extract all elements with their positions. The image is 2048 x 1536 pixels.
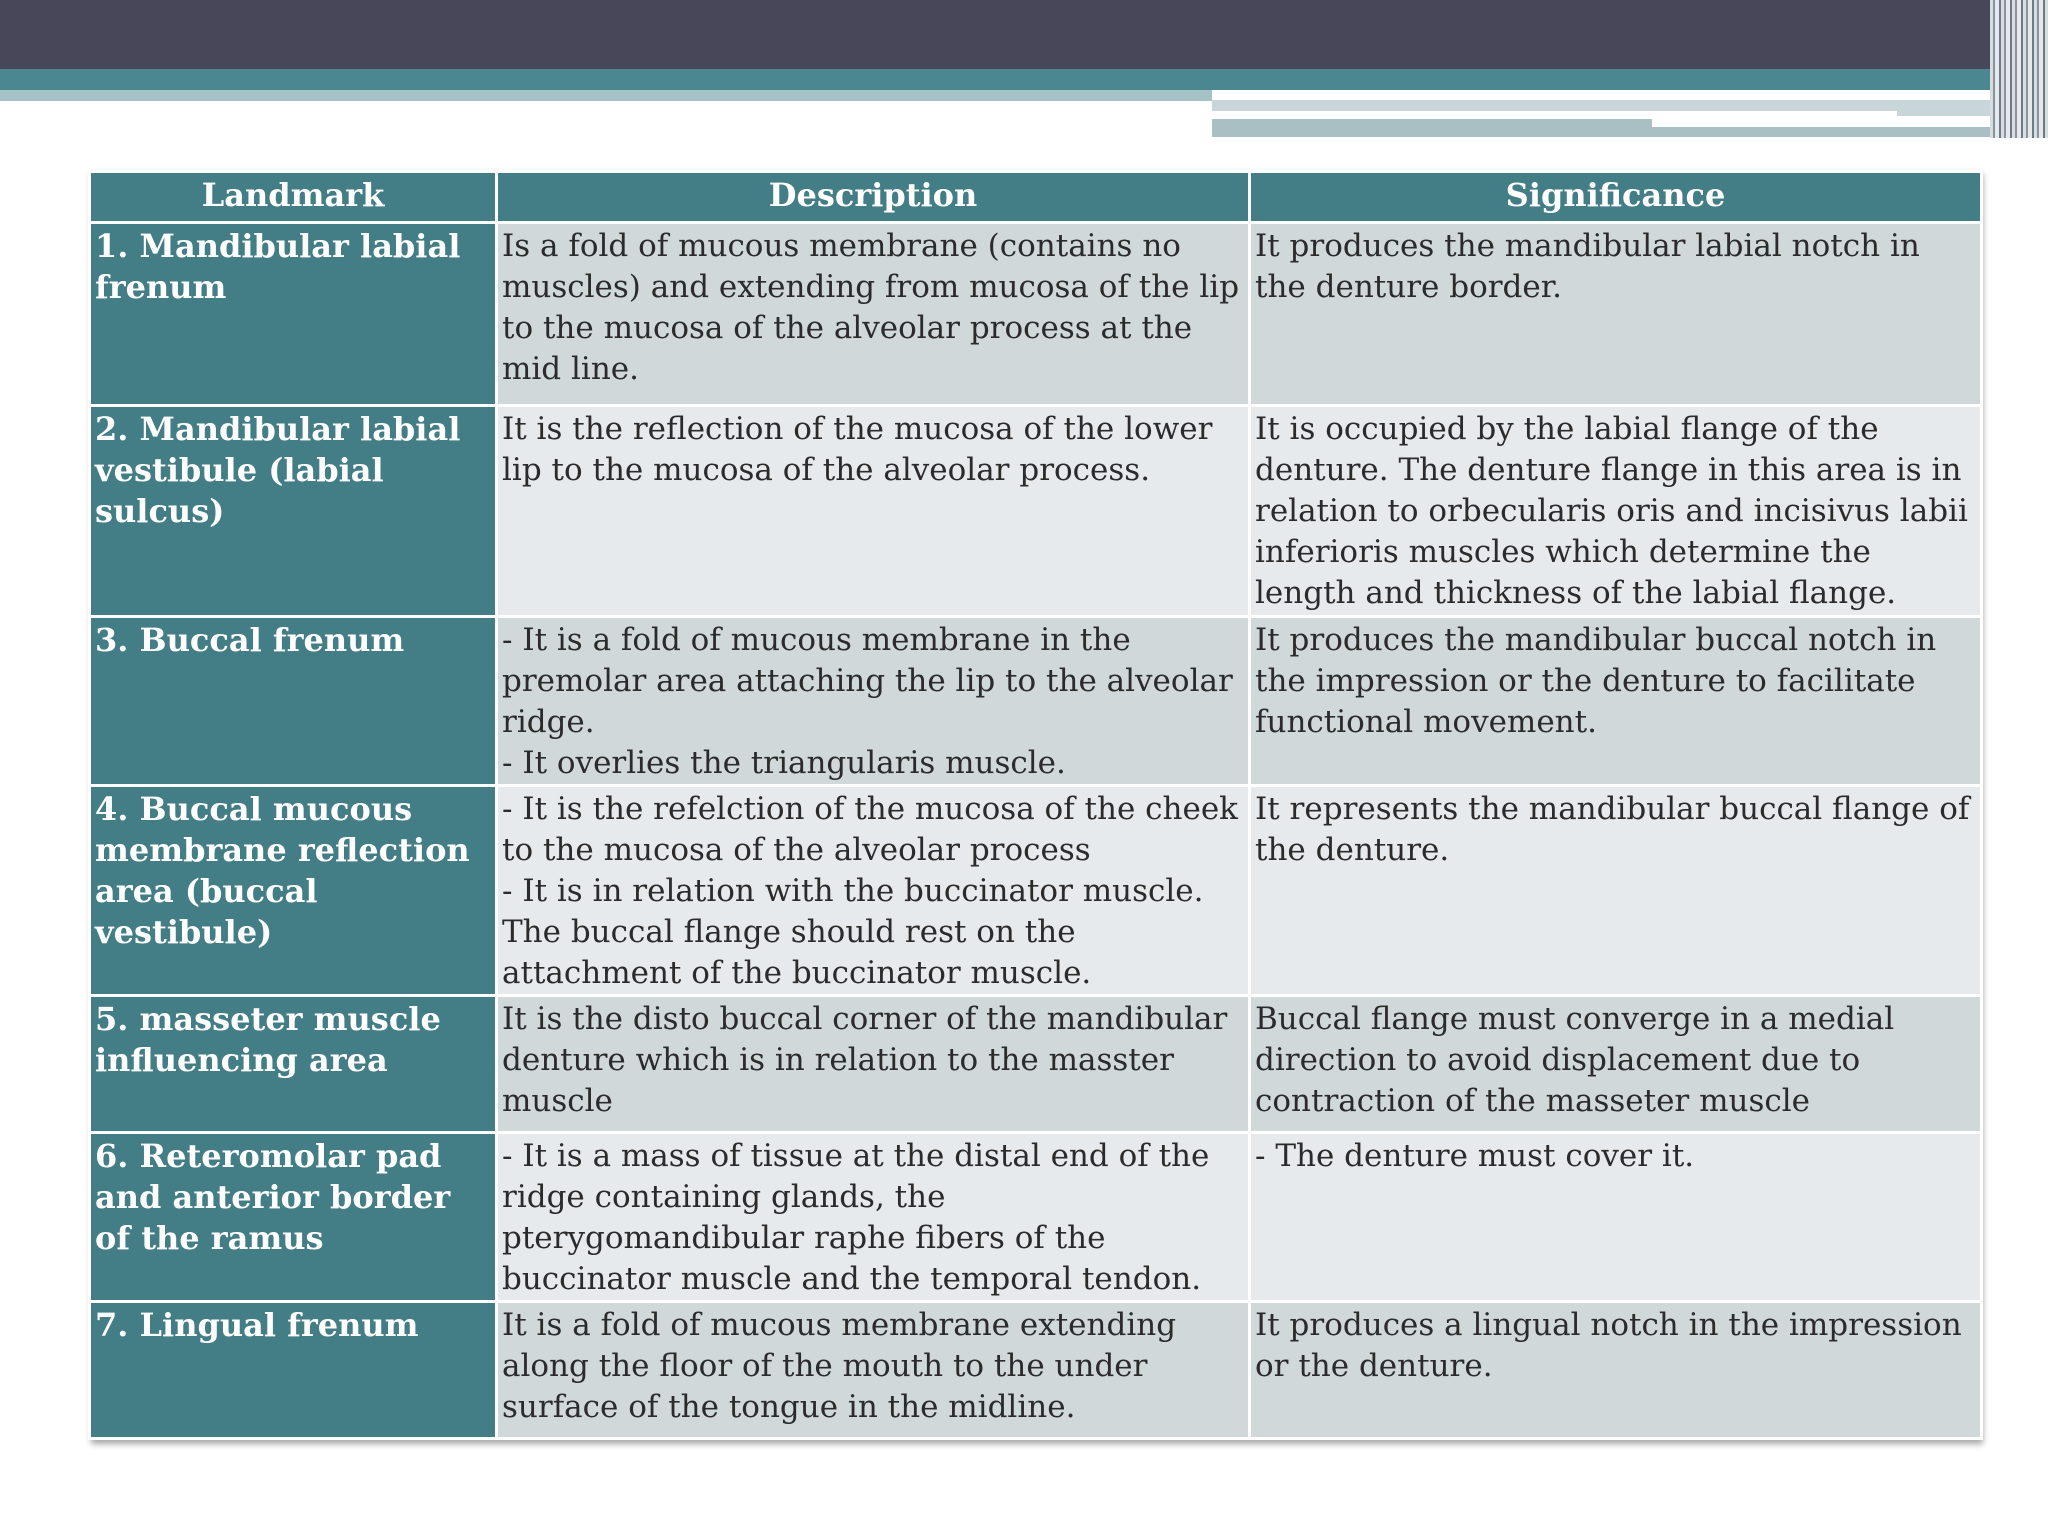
landmark-cell: 3. Buccal frenum bbox=[90, 617, 497, 786]
description-cell: Is a fold of mucous membrane (contains no muscles) and extending from mucosa of the lip to the mucosa of the alveolar process at the mid line. bbox=[497, 223, 1250, 406]
landmarks-table-container bbox=[88, 170, 1980, 1440]
table-row bbox=[90, 996, 1982, 1133]
description-cell: It is a fold of mucous membrane extending along the floor of the mouth to the under surface of the tongue in the midline. bbox=[497, 1302, 1250, 1439]
landmarks-table bbox=[88, 170, 1983, 1440]
description-line: - It is a fold of mucous membrane in the premolar area attaching the lip to the alveolar ridge. bbox=[502, 622, 1233, 740]
table-row bbox=[90, 786, 1982, 996]
slide-accent-block-lower bbox=[1212, 119, 1652, 137]
landmark-cell: 4. Buccal mucous membrane reflection area (buccal vestibule) bbox=[90, 786, 497, 996]
significance-cell: It represents the mandibular buccal flange of the denture. bbox=[1250, 786, 1982, 996]
slide-corner-stripes bbox=[1990, 0, 2048, 138]
slide-accent-band-light bbox=[0, 90, 1212, 101]
landmark-cell: 2. Mandibular labial vestibule (labial sulcus) bbox=[90, 406, 497, 617]
description-line: - It is in relation with the buccinator muscle. The buccal flange should rest on the attachment of the buccinator muscle. bbox=[502, 873, 1204, 991]
slide-accent-line bbox=[1212, 111, 1897, 117]
significance-cell: It produces the mandibular buccal notch in the impression or the denture to facilitate functional movement. bbox=[1250, 617, 1982, 786]
slide-accent-band bbox=[0, 69, 2048, 90]
description-cell: It is the disto buccal corner of the mandibular denture which is in relation to the masster muscle bbox=[497, 996, 1250, 1133]
table-row bbox=[90, 1302, 1982, 1439]
significance-cell: It produces a lingual notch in the impression or the denture. bbox=[1250, 1302, 1982, 1439]
column-header-landmark: Landmark bbox=[90, 172, 497, 223]
column-header-significance: Significance bbox=[1250, 172, 1982, 223]
table-row bbox=[90, 617, 1982, 786]
table-header-row bbox=[90, 172, 1982, 223]
landmark-cell: 1. Mandibular labial frenum bbox=[90, 223, 497, 406]
significance-cell: It is occupied by the labial flange of the denture. The denture flange in this area is in relation to orbecularis oris and incisivus labii inferioris muscles which determine the length and thickness of the labial flange. bbox=[1250, 406, 1982, 617]
description-cell bbox=[497, 617, 1250, 786]
table-row bbox=[90, 223, 1982, 406]
column-header-description: Description bbox=[497, 172, 1250, 223]
description-cell bbox=[497, 786, 1250, 996]
slide-accent-block-lower-right bbox=[1652, 127, 2012, 137]
description-cell: It is the reflection of the mucosa of the lower lip to the mucosa of the alveolar process. bbox=[497, 406, 1250, 617]
significance-cell: Buccal flange must converge in a medial direction to avoid displacement due to contraction of the masseter muscle bbox=[1250, 996, 1982, 1133]
landmark-cell: 6. Reteromolar pad and anterior border of the ramus bbox=[90, 1133, 497, 1302]
landmark-cell: 7. Lingual frenum bbox=[90, 1302, 497, 1439]
description-line: - It is the refelction of the mucosa of the cheek to the mucosa of the alveolar process bbox=[502, 791, 1238, 868]
slide-header-band bbox=[0, 0, 2048, 69]
description-line: - It overlies the triangularis muscle. bbox=[502, 745, 1066, 781]
significance-cell: It produces the mandibular labial notch in the denture border. bbox=[1250, 223, 1982, 406]
description-cell: - It is a mass of tissue at the distal end of the ridge containing glands, the pterygomandibular raphe fibers of the buccinator muscle and the temporal tendon. bbox=[497, 1133, 1250, 1302]
landmark-cell: 5. masseter muscle influencing area bbox=[90, 996, 497, 1133]
table-row bbox=[90, 406, 1982, 617]
table-row bbox=[90, 1133, 1982, 1302]
significance-cell: - The denture must cover it. bbox=[1250, 1133, 1982, 1302]
